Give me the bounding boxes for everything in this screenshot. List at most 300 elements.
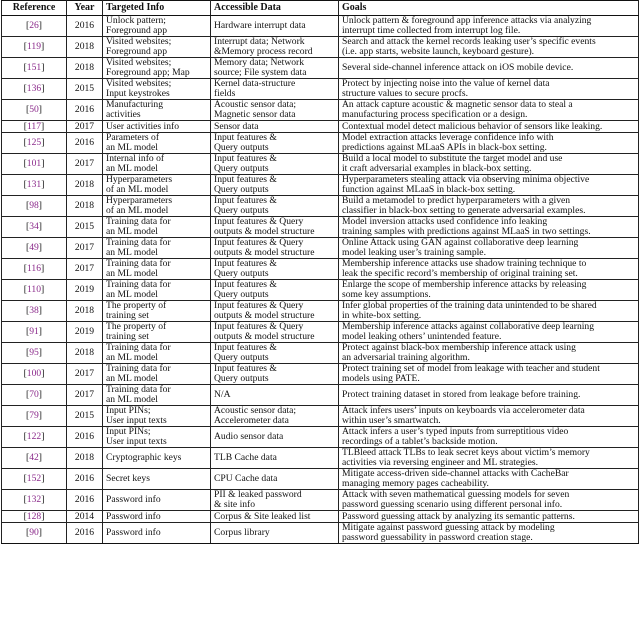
goals-cell (339, 100, 639, 121)
accessible-data-cell (211, 100, 339, 121)
targeted-info-cell (103, 343, 211, 364)
goals-cell (339, 196, 639, 217)
cell-line: Query outputs (214, 352, 269, 363)
year-cell: 2016 (67, 427, 103, 448)
year-cell: 2016 (67, 490, 103, 511)
cell-line: activities via reversing engineer and ML strategies. (342, 457, 538, 468)
goals-cell (339, 385, 639, 406)
reference-cell: [136] (2, 79, 67, 100)
cell-line: Query outputs (214, 184, 269, 195)
targeted-info-cell (103, 58, 211, 79)
accessible-data-cell (211, 490, 339, 511)
goals-cell (339, 511, 639, 523)
goals-cell (339, 154, 639, 175)
cell-line: User activities info (106, 120, 179, 132)
cell-line: PII & leaked password (214, 489, 302, 501)
accessible-data-cell (211, 196, 339, 217)
reference-link[interactable]: 125 (26, 137, 42, 149)
cell-line: Input features & Query (214, 216, 304, 228)
cell-line: Input features & (214, 195, 277, 207)
year-cell: 2015 (67, 217, 103, 238)
cell-line: Membership inference attacks against collaborative deep learning (342, 321, 594, 333)
table-row (2, 238, 639, 259)
goals-cell (339, 301, 639, 322)
cell-line: Accelerometer data (214, 415, 289, 426)
cell-line: (i.e. app starts, website launch, keyboard gesture). (342, 46, 535, 57)
reference-cell: [151] (2, 58, 67, 79)
targeted-info-cell (103, 154, 211, 175)
reference-link[interactable]: 110 (26, 284, 42, 296)
cell-line: an ML model (106, 289, 158, 300)
accessible-data-cell (211, 121, 339, 133)
cell-line: model leaking others’ unintended feature. (342, 331, 502, 342)
accessible-data-cell (211, 133, 339, 154)
goals-cell (339, 322, 639, 343)
reference-cell: [131] (2, 175, 67, 196)
reference-cell: [26] (2, 16, 67, 37)
goals-cell (339, 175, 639, 196)
accessible-data-cell (211, 58, 339, 79)
goals-cell (339, 58, 639, 79)
cell-line: an ML model (106, 226, 158, 237)
cell-line: Input features & (214, 279, 277, 291)
header-targeted-info: Targeted Info (103, 1, 211, 16)
cell-line: Input PINs; (106, 426, 151, 438)
accessible-data-cell (211, 448, 339, 469)
targeted-info-cell (103, 259, 211, 280)
cell-line: an ML model (106, 394, 158, 405)
cell-line: Training data for (106, 363, 171, 375)
table-row (2, 58, 639, 79)
targeted-info-cell (103, 79, 211, 100)
reference-cell: [38] (2, 301, 67, 322)
reference-link[interactable]: 132 (26, 494, 42, 506)
cell-line: Manufacturing (106, 99, 164, 111)
goals-cell (339, 448, 639, 469)
reference-link[interactable]: 131 (26, 179, 42, 191)
targeted-info-cell (103, 322, 211, 343)
targeted-info-cell (103, 469, 211, 490)
header-reference: Reference (2, 1, 67, 16)
accessible-data-cell (211, 175, 339, 196)
targeted-info-cell (103, 238, 211, 259)
targeted-info-cell (103, 364, 211, 385)
accessible-data-cell (211, 217, 339, 238)
targeted-info-cell (103, 133, 211, 154)
cell-line: Model inversion attacks used confidence info leaking (342, 216, 548, 228)
cell-line: models using PATE. (342, 373, 420, 384)
cell-line: Hyperparameters (106, 174, 173, 186)
table-row (2, 121, 639, 133)
cell-line: Training data for (106, 258, 171, 270)
table-row (2, 259, 639, 280)
accessible-data-cell (211, 364, 339, 385)
goals-cell (339, 133, 639, 154)
cell-line: outputs & model structure (214, 247, 315, 258)
reference-cell: [79] (2, 406, 67, 427)
reference-link[interactable]: 50 (29, 104, 39, 116)
year-cell: 2017 (67, 259, 103, 280)
reference-link[interactable]: 49 (29, 242, 39, 254)
cell-line: Hyperparameters stealing attack via observing minima objective (342, 174, 590, 186)
cell-line: outputs & model structure (214, 310, 315, 321)
goals-cell (339, 79, 639, 100)
cell-line: Internal info of (106, 153, 165, 165)
cell-line: Input features & (214, 258, 277, 270)
cell-line: Build a local model to substitute the target model and use (342, 153, 563, 165)
cell-line: Input keystrokes (106, 88, 170, 99)
cell-line: Visited websites; (106, 36, 172, 48)
targeted-info-cell (103, 385, 211, 406)
goals-cell (339, 406, 639, 427)
reference-link[interactable]: 128 (26, 510, 42, 522)
cell-line: Query outputs (214, 268, 269, 279)
cell-line: some key assumptions. (342, 289, 431, 300)
reference-cell: [95] (2, 343, 67, 364)
cell-line: training set (106, 310, 149, 321)
targeted-info-cell (103, 37, 211, 58)
cell-line: it craft adversarial examples in black-box setting. (342, 163, 532, 174)
accessible-data-cell (211, 322, 339, 343)
cell-line: Contextual model detect malicious behavior of sensors like leaking. (342, 120, 603, 132)
cell-line: Visited websites; (106, 78, 172, 90)
attacks-table (1, 0, 639, 544)
targeted-info-cell (103, 175, 211, 196)
cell-line: source; File system data (214, 67, 307, 78)
reference-cell: [101] (2, 154, 67, 175)
cell-line: activities (106, 109, 141, 120)
table-row (2, 385, 639, 406)
reference-link[interactable]: 91 (29, 326, 39, 338)
year-cell: 2018 (67, 196, 103, 217)
cell-line: outputs & model structure (214, 331, 315, 342)
cell-line: training set (106, 331, 149, 342)
reference-cell: [132] (2, 490, 67, 511)
cell-line: of an ML model (106, 184, 169, 195)
cell-line: interrupt time collected from interrupt log file. (342, 25, 521, 36)
table-row (2, 322, 639, 343)
year-cell: 2018 (67, 175, 103, 196)
accessible-data-cell (211, 523, 339, 544)
cell-line: Input features & (214, 174, 277, 186)
targeted-info-cell (103, 280, 211, 301)
year-cell: 2017 (67, 238, 103, 259)
cell-line: password guessability in password creation stage. (342, 532, 533, 543)
table-row (2, 490, 639, 511)
cell-line: Input features & (214, 342, 277, 354)
table-row (2, 217, 639, 238)
targeted-info-cell (103, 448, 211, 469)
cell-line: Build a metamodel to predict hyperparameters with a given (342, 195, 571, 207)
cell-line: Password guessing attack by analyzing its semantic patterns. (342, 510, 575, 522)
cell-line: TLB Cache data (214, 452, 277, 464)
header-year: Year (67, 1, 103, 16)
cell-line: Training data for (106, 384, 171, 396)
cell-line: Protect training dataset in stored from leakage before training. (342, 389, 581, 401)
cell-line: Cryptographic keys (106, 452, 182, 464)
cell-line: structure values to secure procfs. (342, 88, 469, 99)
cell-line: function against MLaaS in black-box setting. (342, 184, 516, 195)
accessible-data-cell (211, 16, 339, 37)
cell-line: Foreground app (106, 46, 168, 57)
reference-cell: [90] (2, 523, 67, 544)
goals-cell (339, 121, 639, 133)
accessible-data-cell (211, 406, 339, 427)
cell-line: classifier in black-box setting to generate adversarial examples. (342, 205, 586, 216)
table-row (2, 280, 639, 301)
goals-cell (339, 238, 639, 259)
table-row (2, 154, 639, 175)
goals-cell (339, 280, 639, 301)
cell-line: Secret keys (106, 473, 150, 485)
cell-line: predictions against MLaaS APIs in black-box setting. (342, 142, 547, 153)
cell-line: User input texts (106, 415, 167, 426)
goals-cell (339, 343, 639, 364)
cell-line: Protect training set of model from leakage with teacher and student (342, 363, 600, 375)
cell-line: &Memory process record (214, 46, 313, 57)
table-row (2, 100, 639, 121)
goals-cell (339, 364, 639, 385)
accessible-data-cell (211, 469, 339, 490)
cell-line: Mitigate against password guessing attack by modeling (342, 522, 555, 534)
cell-line: User input texts (106, 436, 167, 447)
cell-line: Several side-channel inference attack on iOS mobile device. (342, 62, 574, 74)
cell-line: Enlarge the scope of membership inference attacks by releasing (342, 279, 587, 291)
accessible-data-cell (211, 259, 339, 280)
cell-line: Visited websites; (106, 57, 172, 69)
cell-line: Protect by injecting noise into the value of kernel data (342, 78, 550, 90)
cell-line: Interrupt data; Network (214, 36, 305, 48)
table-row (2, 511, 639, 523)
reference-link[interactable]: 116 (26, 263, 42, 275)
cell-line: Memory data; Network (214, 57, 305, 69)
cell-line: Corpus library (214, 527, 270, 539)
table-row (2, 16, 639, 37)
reference-link[interactable]: 42 (29, 452, 39, 464)
cell-line: Query outputs (214, 373, 269, 384)
reference-link[interactable]: 79 (29, 410, 39, 422)
cell-line: an ML model (106, 268, 158, 279)
cell-line: Online Attack using GAN against collaborative deep learning (342, 237, 579, 249)
cell-line: Input PINs; (106, 405, 151, 417)
reference-link[interactable]: 136 (26, 83, 42, 95)
cell-line: Search and attack the kernel records leaking user’s specific events (342, 36, 596, 48)
cell-line: CPU Cache data (214, 473, 278, 485)
cell-line: Parameters of (106, 132, 160, 144)
reference-cell: [152] (2, 469, 67, 490)
year-cell: 2016 (67, 100, 103, 121)
reference-link[interactable]: 152 (26, 473, 42, 485)
year-cell: 2019 (67, 322, 103, 343)
cell-line: Sensor data (214, 120, 259, 132)
reference-link[interactable]: 26 (29, 20, 39, 32)
cell-line: Attack with seven mathematical guessing models for seven (342, 489, 570, 501)
cell-line: password guessing scenario using different personal info. (342, 499, 563, 510)
accessible-data-cell (211, 238, 339, 259)
cell-line: model leaking user’s training sample. (342, 247, 486, 258)
goals-cell (339, 427, 639, 448)
reference-link[interactable]: 101 (26, 158, 42, 170)
targeted-info-cell (103, 490, 211, 511)
year-cell: 2018 (67, 37, 103, 58)
goals-cell (339, 523, 639, 544)
reference-cell: [110] (2, 280, 67, 301)
cell-line: training samples with predictions against MLaaS in two settings. (342, 226, 591, 237)
cell-line: Membership inference attacks use shadow training technique to (342, 258, 587, 270)
accessible-data-cell (211, 154, 339, 175)
table-row (2, 364, 639, 385)
header-row (2, 1, 639, 16)
reference-cell: [34] (2, 217, 67, 238)
reference-link[interactable]: 100 (26, 368, 42, 380)
cell-line: Foreground app; Map (106, 67, 190, 78)
cell-line: Input features & Query (214, 237, 304, 249)
cell-line: Query outputs (214, 163, 269, 174)
cell-line: Input features & (214, 132, 277, 144)
targeted-info-cell (103, 523, 211, 544)
cell-line: & site info (214, 499, 256, 510)
reference-cell: [117] (2, 121, 67, 133)
reference-cell: [125] (2, 133, 67, 154)
cell-line: Password info (106, 527, 161, 539)
targeted-info-cell (103, 511, 211, 523)
cell-line: Attack infers users’ inputs on keyboards via accelerometer data (342, 405, 585, 417)
cell-line: TLBleed attack TLBs to leak secret keys about victim’s memory (342, 447, 590, 459)
reference-link[interactable]: 90 (29, 527, 39, 539)
cell-line: The property of (106, 300, 167, 312)
year-cell: 2015 (67, 79, 103, 100)
cell-line: an ML model (106, 352, 158, 363)
targeted-info-cell (103, 16, 211, 37)
reference-link[interactable]: 70 (29, 389, 39, 401)
cell-line: Query outputs (214, 289, 269, 300)
year-cell: 2018 (67, 343, 103, 364)
cell-line: Foreground app (106, 25, 168, 36)
cell-line: Acoustic sensor data; (214, 405, 297, 417)
table-row (2, 175, 639, 196)
cell-line: within user’s smartwatch. (342, 415, 441, 426)
targeted-info-cell (103, 406, 211, 427)
cell-line: Infer global properties of the training data unintended to be shared (342, 300, 597, 312)
cell-line: Unlock pattern; (106, 15, 166, 27)
accessible-data-cell (211, 79, 339, 100)
year-cell: 2016 (67, 469, 103, 490)
targeted-info-cell (103, 217, 211, 238)
goals-cell (339, 217, 639, 238)
year-cell: 2014 (67, 511, 103, 523)
targeted-info-cell (103, 427, 211, 448)
reference-cell: [100] (2, 364, 67, 385)
targeted-info-cell (103, 100, 211, 121)
reference-link[interactable]: 117 (26, 120, 42, 132)
accessible-data-cell (211, 37, 339, 58)
cell-line: Kernel data-structure (214, 78, 296, 90)
year-cell: 2018 (67, 448, 103, 469)
goals-cell (339, 259, 639, 280)
accessible-data-cell (211, 280, 339, 301)
cell-line: Corpus & Site leaked list (214, 510, 311, 522)
cell-line: Hyperparameters (106, 195, 173, 207)
cell-line: an ML model (106, 163, 158, 174)
cell-line: Input features & (214, 363, 277, 375)
cell-line: manufacturing process specification or a design. (342, 109, 528, 120)
cell-line: Hardware interrupt data (214, 20, 306, 32)
table-body (2, 16, 639, 544)
header-accessible-data: Accessible Data (211, 1, 339, 16)
reference-link[interactable]: 95 (29, 347, 39, 359)
cell-line: An attack capture acoustic & magnetic sensor data to steal a (342, 99, 573, 111)
header-goals: Goals (339, 1, 639, 16)
cell-line: Training data for (106, 216, 171, 228)
cell-line: Input features & Query (214, 300, 304, 312)
reference-cell: [49] (2, 238, 67, 259)
cell-line: Mitigate access-driven side-channel attacks with CacheBar (342, 468, 569, 480)
reference-link[interactable]: 119 (26, 41, 42, 53)
cell-line: Unlock pattern & foreground app inference attacks via analyzing (342, 15, 592, 27)
cell-line: Password info (106, 494, 161, 506)
table-row (2, 523, 639, 544)
table-row (2, 448, 639, 469)
cell-line: Query outputs (214, 142, 269, 153)
cell-line: The property of (106, 321, 167, 333)
cell-line: recordings of a tablet’s backside motion. (342, 436, 498, 447)
targeted-info-cell (103, 301, 211, 322)
reference-link[interactable]: 98 (29, 200, 39, 212)
table-row (2, 406, 639, 427)
cell-line: Attack infers a user’s typed inputs from surreptitious video (342, 426, 569, 438)
reference-cell: [122] (2, 427, 67, 448)
year-cell: 2017 (67, 364, 103, 385)
accessible-data-cell (211, 385, 339, 406)
cell-line: Magnetic sensor data (214, 109, 296, 120)
cell-line: Query outputs (214, 205, 269, 216)
cell-line: Password info (106, 510, 161, 522)
cell-line: Training data for (106, 279, 171, 291)
year-cell: 2016 (67, 133, 103, 154)
cell-line: Audio sensor data (214, 431, 284, 443)
cell-line: Input features & Query (214, 321, 304, 333)
accessible-data-cell (211, 427, 339, 448)
table-row (2, 343, 639, 364)
cell-line: N/A (214, 389, 231, 401)
cell-line: Input features & (214, 153, 277, 165)
table-row (2, 427, 639, 448)
year-cell: 2019 (67, 280, 103, 301)
goals-cell (339, 490, 639, 511)
reference-link[interactable]: 38 (29, 305, 39, 317)
cell-line: Model extraction attacks leverage confidence info with (342, 132, 554, 144)
year-cell: 2016 (67, 16, 103, 37)
table-row (2, 301, 639, 322)
targeted-info-cell (103, 121, 211, 133)
goals-cell (339, 16, 639, 37)
reference-cell: [42] (2, 448, 67, 469)
reference-cell: [128] (2, 511, 67, 523)
year-cell: 2018 (67, 58, 103, 79)
targeted-info-cell (103, 196, 211, 217)
reference-link[interactable]: 122 (26, 431, 42, 443)
reference-cell: [70] (2, 385, 67, 406)
cell-line: an ML model (106, 373, 158, 384)
reference-link[interactable]: 151 (26, 62, 42, 74)
goals-cell (339, 37, 639, 58)
cell-line: leak the specific record’s membership of original training set. (342, 268, 578, 279)
cell-line: fields (214, 88, 236, 99)
cell-line: an ML model (106, 142, 158, 153)
accessible-data-cell (211, 301, 339, 322)
cell-line: an ML model (106, 247, 158, 258)
reference-link[interactable]: 34 (29, 221, 39, 233)
